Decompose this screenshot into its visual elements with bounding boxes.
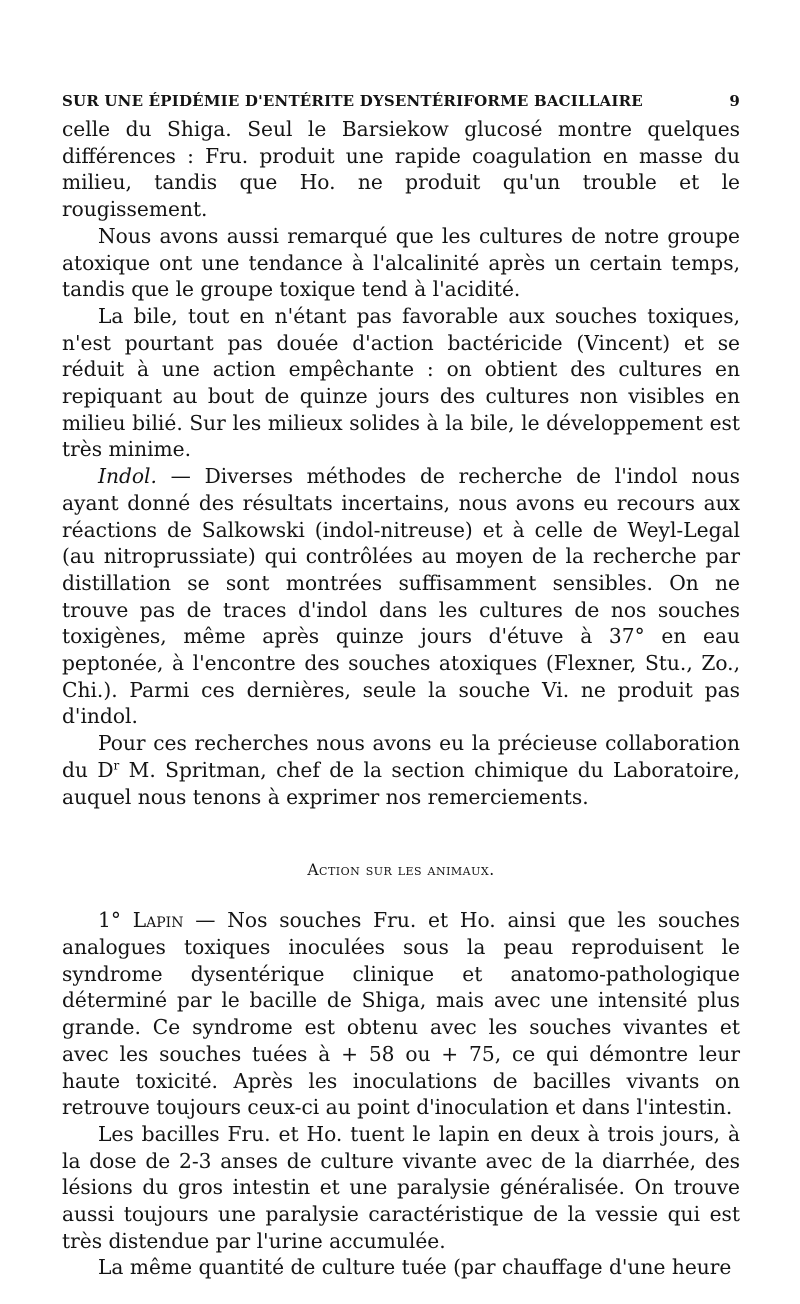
section-heading: Action sur les animaux. [307, 861, 495, 880]
paragraph-bacilles: Les bacilles Fru. et Ho. tuent le lapin en deux à trois jours, à la dose de 2-3 anses de culture vivante avec de la diarrhée, des lésions du gros intestin et une paralysie généralisée. On trouve aussi toujours une paralysie caractéristique de la vessie qui est très distendue par l'urine accumulée. [62, 1121, 740, 1253]
body-text [62, 116, 740, 1281]
paragraph-alkalinity: Nous avons aussi remarqué que les cultures de notre groupe atoxique ont une tendance à l'alcalinité après un certain temps, tandis que le groupe toxique tend à l'acidité. [62, 223, 740, 302]
paragraph-culture-tuee: La même quantité de culture tuée (par chauffage d'une heure [98, 1255, 732, 1280]
ack-text-b: M. Spritman, chef de la section chimique du Laboratoire, auquel nous tenons à exprimer nos remerciements. [62, 757, 741, 809]
ack-superscript: r [113, 758, 120, 773]
indol-text: — Diverses méthodes de recherche de l'indol nous ayant donné des résultats incertains, nous avons eu recours aux réactions de Salkowski (indol-nitreuse) et à celle de Weyl-Legal (au nitroprussiate) qui contrôlées au moyen de la recherche par distillation se sont montrées suffisamment sensibles. On ne trouve pas de traces d'indol dans les cultures de nos souches toxigènes, même après quinze jours d'étuve à 37° en eau peptonée, à l'encontre des souches atoxiques (Flexner, Stu., Zo., Chi.). Parmi ces dernières, seule la souche Vi. ne produit pas d'indol. [62, 464, 740, 729]
book-page [62, 86, 740, 1281]
page-number: 9 [729, 92, 740, 110]
ack-text-a: Pour ces recherches nous avons eu la précieuse collaboration du D [62, 731, 740, 782]
paragraph-continuation: celle du Shiga. Seul le Barsiekow glucosé montre quelques différences : Fru. produit une rapide coagulation en masse du milieu, tandis que Ho. ne produit qu'un trouble et le rougissement. [62, 117, 740, 222]
indol-label: Indol. [98, 464, 157, 489]
paragraph-acknowledgement [62, 730, 740, 810]
paragraph-bile: La bile, tout en n'étant pas favorable aux souches toxiques, n'est pourtant pas douée d'action bactéricide (Vincent) et se réduit à une action empêchante : on obtient des cultures en repiquant au bout de quinze jours des cultures non visibles en milieu bilié. Sur les milieux solides à la bile, le développement est très minime. [62, 303, 740, 462]
paragraph-indol [62, 463, 740, 730]
running-header [62, 86, 740, 116]
running-title: SUR UNE ÉPIDÉMIE D'ENTÉRITE DYSENTÉRIFORME BACILLAIRE [62, 92, 643, 110]
lapin-label: 1° Lapin [98, 908, 184, 933]
lapin-text: — Nos souches Fru. et Ho. ainsi que les souches analogues toxiques inoculées sous la peau reproduisent le syndrome dysentérique clinique et anatomo-pathologique déterminé par le bacille de Shiga, mais avec une intensité plus grande. Ce syndrome est obtenu avec les souches vivantes et avec les souches tuées à + 58 ou + 75, ce qui démontre leur haute toxicité. Après les inoculations de bacilles vivants on retrouve toujours ceux-ci au point d'inoculation et dans l'intestin. [62, 908, 741, 1120]
paragraph-lapin [62, 907, 740, 1121]
